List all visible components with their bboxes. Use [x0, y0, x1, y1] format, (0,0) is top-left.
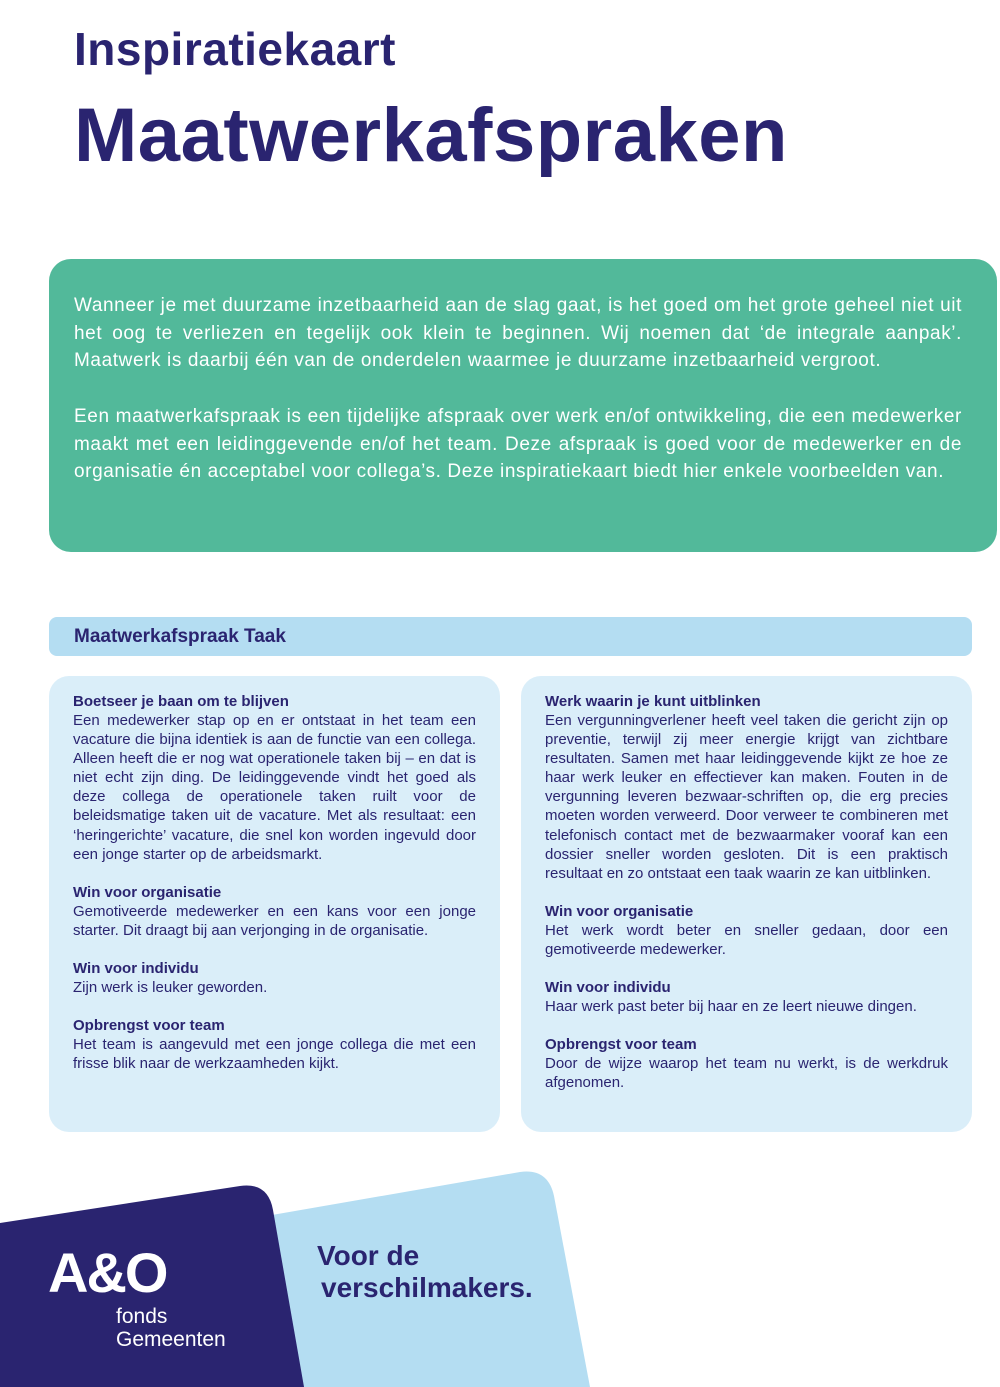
- card-block: [545, 902, 948, 959]
- card-text: Zijn werk is leuker geworden.: [73, 978, 268, 996]
- card-heading: Win voor organisatie: [545, 902, 694, 920]
- card-text: Een medewerker stap op en er ontstaat in het team een vacature die bijna identiek is aan de functie van een collega. Alleen heeft die er nog wat operationele taken bij – en dat is niet echt zijn ding. De leidinggevende vindt het goed als deze collega de operationele taken ruilt voor de beleidsmatige taken uit de vacature. Met als resultaat: een ‘heringerichte’ vacature, die snel kon worden ingevuld door een jonge starter op de arbeidsmarkt.: [73, 712, 476, 863]
- page-title: Maatwerkafspraken: [74, 93, 788, 178]
- logo-mark: A&O: [48, 1241, 167, 1304]
- card-text: Het werk wordt beter en sneller gedaan, door een gemotiveerde medewerker.: [545, 921, 948, 958]
- intro-paragraph-1: Wanneer je met duurzame inzetbaarheid aan de slag gaat, is het goed om het grote geheel niet uit het oog te verliezen en tegelijk ook klein te beginnen. Wij noemen dat ‘de integrale aanpak’. Maatwerk is daarbij één van de onderdelen waarmee je duurzame inzetbaarheid vergroot.: [74, 295, 962, 372]
- logo-text: [116, 1305, 226, 1351]
- card-text: Een vergunningverlener heeft veel taken die gericht zijn op preventie, terwijl zij meer energie krijgt van zichtbare resultaten. Samen met haar leidinggevende kijkt ze hoe ze haar werk leuker en effectiever kan maken. Fouten in de vergunning leveren bezwaar-schriften op, die erg precies moeten worden verweerd. Door verweer te combineren met telefonisch contact met de bezwaarmaker vooraf kan een dossier sneller worden gesloten. Dit is een praktisch resultaat en zo ontstaat een taak waarin ze kan uitblinken.: [545, 712, 948, 882]
- card-text: Het team is aangevuld met een jonge collega die met een frisse blik naar de werkzaamheden kijkt.: [73, 1036, 476, 1073]
- card-heading: Win voor individu: [545, 979, 671, 997]
- card-block: [73, 883, 476, 940]
- intro-box: [49, 259, 997, 552]
- page-subtitle: Inspiratiekaart: [74, 23, 396, 75]
- card-block: [545, 1035, 948, 1092]
- example-card-left: [49, 676, 500, 1132]
- card-block: [545, 978, 948, 1016]
- card-heading: Opbrengst voor team: [545, 1036, 697, 1054]
- slogan-line-1: Voor de: [317, 1240, 420, 1271]
- card-text: Haar werk past beter bij haar en ze leert nieuwe dingen.: [545, 998, 917, 1016]
- card-block: [73, 959, 476, 997]
- logo-line-gemeenten: Gemeenten: [116, 1328, 226, 1351]
- card-block: [545, 692, 948, 883]
- section-title: Maatwerkafspraak Taak: [49, 617, 972, 656]
- card-heading: Win voor organisatie: [73, 883, 222, 901]
- card-text: Gemotiveerde medewerker en een kans voor een jonge starter. Dit draagt bij aan verjonging in de organisatie.: [73, 902, 476, 939]
- card-heading: Boetseer je baan om te blijven: [73, 693, 289, 710]
- card-block: [73, 692, 476, 864]
- card-heading: Werk waarin je kunt uitblinken: [545, 693, 761, 710]
- card-heading: Opbrengst voor team: [73, 1017, 225, 1035]
- slogan: [317, 1240, 533, 1304]
- example-card-right: [521, 676, 972, 1132]
- intro-paragraph-2: Een maatwerkafspraak is een tijdelijke afspraak over werk en/of ontwikkeling, die een medewerker maakt met een leidinggevende en/of het team. Deze afspraak is goed voor de medewerker en de organisatie én acceptabel voor collega’s. Deze inspiratiekaart biedt hier enkele voorbeelden van.: [74, 405, 962, 483]
- card-text: Door de wijze waarop het team nu werkt, is de werkdruk afgenomen.: [545, 1055, 948, 1092]
- card-heading: Win voor individu: [73, 959, 199, 977]
- logo-line-fonds: fonds: [116, 1305, 168, 1328]
- slogan-line-2: verschilmakers.: [321, 1272, 533, 1303]
- card-block: [73, 1016, 476, 1073]
